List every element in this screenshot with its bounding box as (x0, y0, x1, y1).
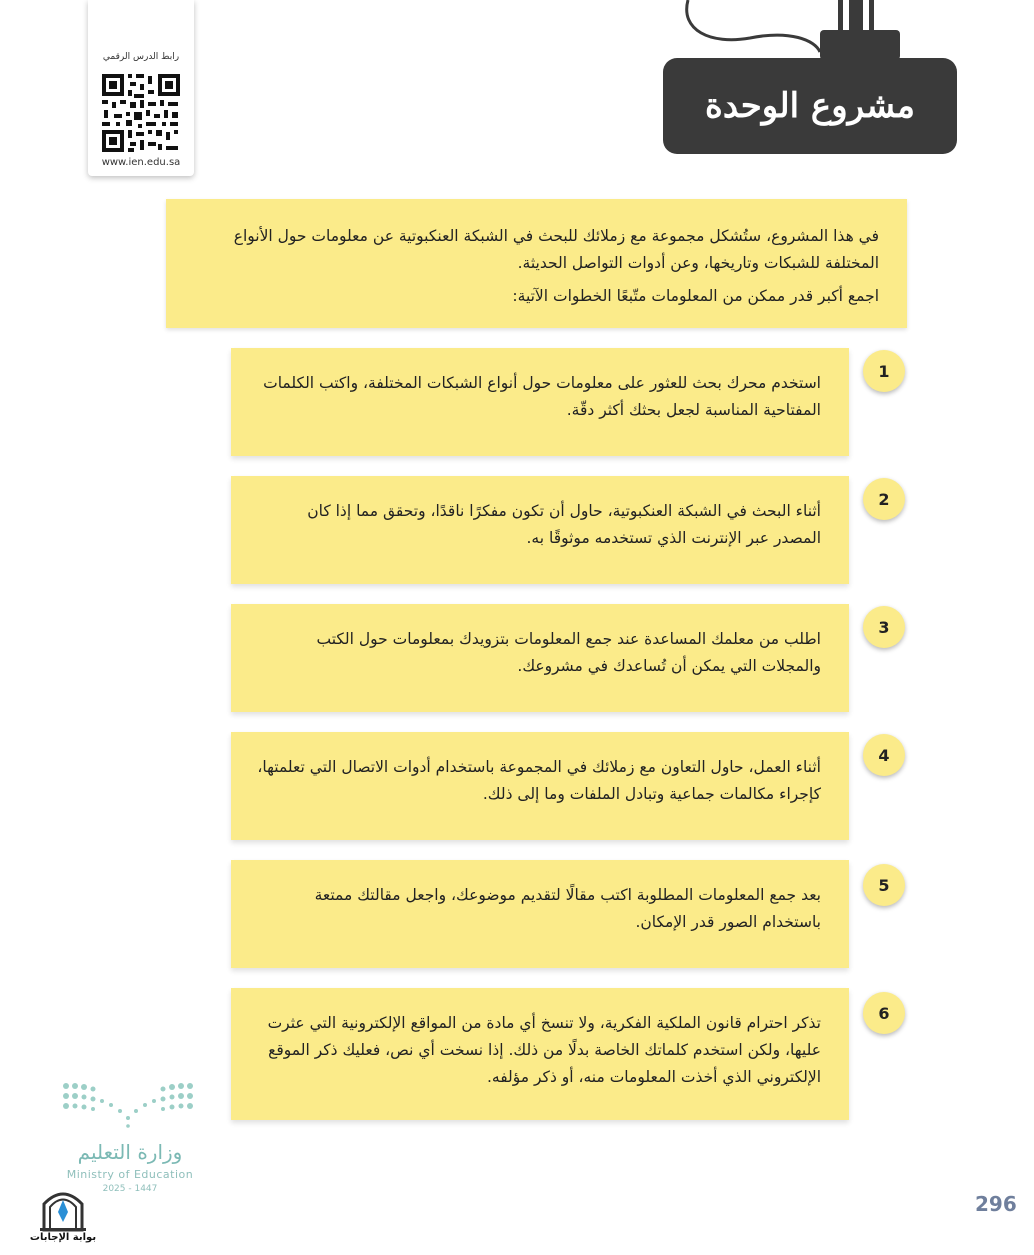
portal-building-icon (30, 1186, 96, 1232)
portal-label: بوابة الإجابات (29, 1232, 97, 1243)
step-number-badge: 6 (863, 992, 905, 1034)
step-number-badge: 4 (863, 734, 905, 776)
page-number: 296 (975, 1192, 1017, 1216)
intro-paragraph: في هذا المشروع، ستُشكل مجموعة مع زملائك للبحث في الشبكة العنكبوتية عن معلومات حول الأنواع المختلفة للشبكات وتاريخها، وعن أدوات التواصل الحديثة. (233, 227, 879, 272)
qr-card (88, 0, 194, 176)
intro-instruction: اجمع أكبر قدر ممكن من المعلومات متّبعًا الخطوات الآتية: (512, 287, 879, 305)
ministry-name-english: Ministry of Education (66, 1168, 194, 1181)
step-text: تذكر احترام قانون الملكية الفكرية، ولا تنسخ أي مادة من المواقع الإلكترونية التي عثرت عليها، ولكن استخدم كلماتك الخاصة بدلًا من ذلك. إذا نسخت أي نص، فعليك ذكر الموقع الإلكتروني الذي أخذت المعلومات منه، أو ذكر مؤلفه. (267, 1014, 821, 1086)
step-text: استخدم محرك بحث للعثور على معلومات حول أنواع الشبكات المختلفة، واكتب الكلمات المفتاحية المناسبة لجعل بحثك أكثر دقّة. (263, 374, 821, 419)
ministry-logo (58, 1078, 198, 1198)
qr-caption: رابط الدرس الرقمي (102, 52, 180, 62)
step-box-3 (231, 604, 849, 712)
intro-box (166, 199, 907, 328)
step-box-1 (231, 348, 849, 456)
step-text: بعد جمع المعلومات المطلوبة اكتب مقالًا لتقديم موضوعك، واجعل مقالتك ممتعة باستخدام الصور قدر الإمكان. (314, 886, 821, 931)
step-box-4 (231, 732, 849, 840)
step-box-6 (231, 988, 849, 1120)
step-number-badge: 2 (863, 478, 905, 520)
portal-watermark (30, 1186, 96, 1252)
step-text: أثناء البحث في الشبكة العنكبوتية، حاول أن تكون مفكرًا ناقدًا، وتحقق مما إذا كان المصدر عبر الإنترنت الذي تستخدمه موثوقًا به. (307, 502, 821, 547)
ministry-name-arabic: وزارة التعليم (77, 1140, 183, 1164)
title-plaque (663, 58, 957, 154)
ministry-years: 2025 - 1447 (102, 1184, 158, 1194)
page-title: مشروع الوحدة (705, 86, 915, 126)
ministry-dots-icon (58, 1078, 198, 1134)
unit-title-plaque (660, 0, 960, 165)
step-box-2 (231, 476, 849, 584)
step-number-badge: 3 (863, 606, 905, 648)
qr-url[interactable]: www.ien.edu.sa (101, 157, 181, 168)
step-text: أثناء العمل، حاول التعاون مع زملائك في المجموعة باستخدام أدوات الاتصال التي تعلمتها، كإجراء مكالمات جماعية وتبادل الملفات وما إلى ذلك. (257, 758, 821, 803)
step-number-badge: 1 (863, 350, 905, 392)
step-box-5 (231, 860, 849, 968)
qr-code-icon[interactable] (100, 72, 182, 154)
step-number-badge: 5 (863, 864, 905, 906)
step-text: اطلب من معلمك المساعدة عند جمع المعلومات بتزويدك بمعلومات حول الكتب والمجلات التي يمكن أن تُساعدك في مشروعك. (316, 630, 821, 675)
